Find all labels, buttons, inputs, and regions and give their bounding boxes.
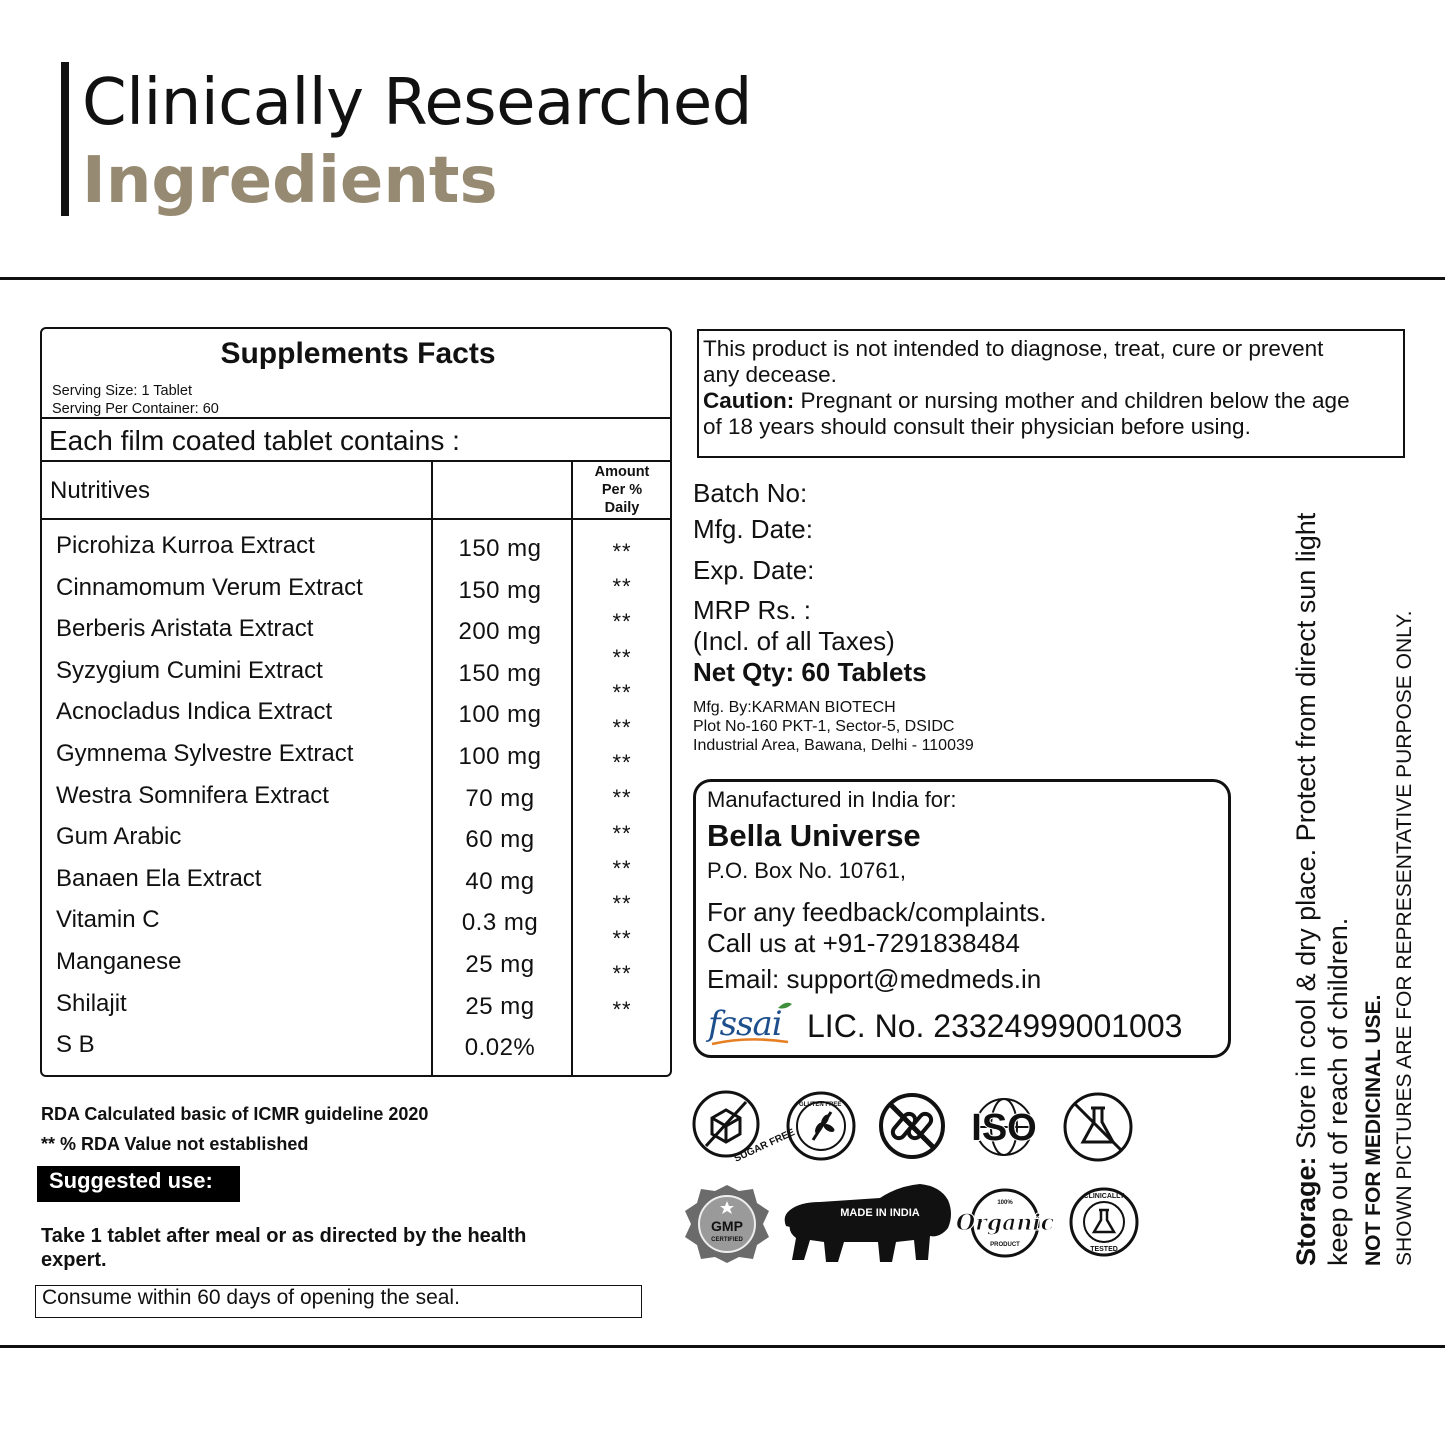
daily-value-marker: ** — [612, 715, 632, 740]
phone-line: Call us at +91-7291838484 — [707, 928, 1020, 958]
rda-calculation-note: RDA Calculated basic of ICMR guideline 2020 — [41, 1104, 429, 1124]
gmp-certified-badge-icon — [681, 1183, 773, 1265]
nutrient-amount: 100 mg — [458, 701, 542, 729]
daily-value-marker: ** — [612, 820, 632, 846]
made-in-india-lion-icon — [780, 1180, 956, 1266]
nutritives-header: Nutritives — [50, 477, 151, 504]
nutrient-name: Gymnema Sylvestre Extract — [56, 740, 354, 767]
company-name: Bella Universe — [707, 818, 921, 853]
top-divider — [0, 277, 1445, 280]
svg-text:SUGAR FREE: SUGAR FREE — [732, 1127, 797, 1165]
nutrient-amount: 40 mg — [465, 867, 535, 895]
svg-text:PRODUCT: PRODUCT — [990, 1242, 1020, 1248]
manufactured-for-label: Manufactured in India for: — [707, 787, 957, 812]
manufactured-by: Mfg. By:KARMAN BIOTECH — [693, 699, 896, 716]
disclaimer-box — [697, 329, 1405, 458]
facts-divider-2 — [42, 460, 672, 462]
nutrient-name: Gum Arabic — [56, 823, 182, 851]
nutrient-amount: 60 mg — [465, 826, 535, 854]
no-additives-badge-icon — [878, 1092, 946, 1160]
iso-badge-icon — [960, 1096, 1048, 1158]
nutrient-amount: 150 mg — [458, 659, 542, 687]
facts-divider-3 — [42, 518, 672, 520]
daily-value-marker: ** — [612, 996, 632, 1022]
nutrient-amount: 150 mg — [458, 535, 542, 562]
nutrient-amount: 0.02% — [464, 1034, 536, 1062]
svg-text:ISO: ISO — [971, 1107, 1037, 1149]
facts-title: Supplements Facts — [220, 337, 496, 370]
nutrient-amount: 25 mg — [465, 992, 535, 1020]
manufacturer-address-1: Plot No-160 PKT-1, Sector-5, DSIDC — [693, 718, 955, 735]
svg-text:GMP: GMP — [711, 1218, 743, 1234]
svg-text:Organic: Organic — [955, 1210, 1055, 1236]
each-tablet-label: Each film coated tablet contains : — [49, 425, 460, 456]
nutrient-amount: 25 mg — [465, 951, 535, 978]
nutrient-name: Shilajit — [56, 989, 127, 1017]
page-title: Clinically Researched — [82, 66, 752, 140]
rda-not-established-note: ** % RDA Value not established — [41, 1134, 309, 1154]
suggested-use-label: Suggested use: — [37, 1166, 240, 1202]
representative-purpose-note: SHOWN PICTURES ARE FOR REPRESENTATIVE PURPOSE ONLY. — [1393, 610, 1416, 1266]
daily-value-marker: ** — [612, 644, 632, 670]
sugar-free-badge-icon — [690, 1088, 797, 1168]
nutrient-amount: 70 mg — [465, 784, 535, 812]
feedback-line: For any feedback/complaints. — [707, 897, 1047, 927]
consume-within-note: Consume within 60 days of opening the seal. — [35, 1285, 642, 1318]
manufacturer-address-2: Industrial Area, Bawana, Delhi - 110039 — [693, 737, 974, 754]
svg-text:CLINICALLY: CLINICALLY — [1083, 1193, 1125, 1200]
svg-text:CERTIFIED: CERTIFIED — [711, 1237, 743, 1243]
caution-line: Caution: Pregnant or nursing mother and children below the age — [703, 388, 1350, 413]
page-subtitle: Ingredients — [82, 144, 498, 218]
daily-value-marker: ** — [612, 855, 632, 881]
nutrient-name: Vitamin C — [56, 906, 160, 934]
amount-daily-header: Amount Per % Daily — [594, 464, 650, 516]
mrp: MRP Rs. : — [693, 595, 811, 625]
daily-value-marker: ** — [612, 750, 632, 776]
batch-number: Batch No: — [693, 478, 808, 508]
daily-value-marker: ** — [612, 961, 632, 987]
disclaimer-line-4: of 18 years should consult their physician before using. — [703, 414, 1251, 439]
daily-value-marker: ** — [612, 679, 632, 705]
gluten-free-badge-icon — [785, 1090, 857, 1162]
svg-text:TESTED: TESTED — [1090, 1246, 1118, 1253]
storage-instructions: Storage: Store in cool & dry place. Protect from direct sun light keep out of reach of children. — [1291, 512, 1353, 1266]
nutrient-name: Acnocladus Indica Extract — [56, 698, 333, 726]
manufacturer-box — [693, 779, 1231, 1058]
daily-value-marker: ** — [612, 609, 632, 635]
daily-value-marker: ** — [612, 539, 632, 564]
nutrient-name: Syzygium Cumini Extract — [56, 656, 323, 684]
nutrient-amount: 100 mg — [458, 743, 542, 770]
svg-text:MADE IN INDIA: MADE IN INDIA — [840, 1207, 920, 1219]
daily-value-marker: ** — [612, 891, 632, 916]
svg-text:GLUTEN FREE: GLUTEN FREE — [799, 1102, 842, 1108]
nutrient-name: Picrohiza Kurroa Extract — [56, 532, 315, 559]
daily-value-marker: ** — [612, 785, 632, 811]
nutrient-amount: 200 mg — [458, 618, 542, 646]
facts-divider-1 — [42, 417, 672, 419]
serving-size: Serving Size: 1 Tablet — [52, 383, 192, 399]
mrp-taxes-note: (Incl. of all Taxes) — [693, 626, 895, 656]
title-accent-bar — [61, 62, 69, 216]
nutrient-name: Banaen Ela Extract — [56, 864, 262, 892]
daily-value-marker: ** — [612, 574, 632, 600]
supplement-facts-panel — [40, 327, 672, 1077]
exp-date: Exp. Date: — [693, 555, 815, 585]
nutrient-amount: 150 mg — [458, 576, 542, 604]
nutrient-name: Westra Somnifera Extract — [56, 781, 329, 809]
svg-text:100%: 100% — [997, 1200, 1013, 1206]
mfg-date: Mfg. Date: — [693, 514, 813, 544]
lab-tested-badge-icon — [1061, 1090, 1135, 1164]
net-quantity: Net Qty: 60 Tablets — [693, 657, 927, 687]
bottom-divider — [0, 1345, 1445, 1348]
daily-value-marker: ** — [612, 926, 632, 952]
disclaimer-line-1: This product is not intended to diagnose, treat, cure or prevent — [703, 336, 1324, 361]
disclaimer-line-2: any decease. — [703, 362, 837, 387]
nutrient-name: S B — [56, 1031, 95, 1059]
clinically-tested-badge-icon — [1068, 1186, 1140, 1258]
serving-per-container: Serving Per Container: 60 — [52, 401, 219, 417]
po-box: P.O. Box No. 10761, — [707, 858, 906, 883]
license-number: LIC. No. 23324999001003 — [807, 1008, 1183, 1044]
fssai-logo-icon: fssai — [708, 1000, 798, 1050]
not-for-medicinal-use: NOT FOR MEDICINAL USE. — [1362, 994, 1385, 1266]
nutrient-name: Berberis Aristata Extract — [56, 615, 314, 643]
nutrient-amount: 0.3 mg — [461, 909, 539, 937]
organic-badge-icon — [955, 1186, 1055, 1260]
usage-instructions: Take 1 tablet after meal or as directed by the health expert. — [41, 1225, 527, 1271]
nutrient-name: Cinnamomum Verum Extract — [56, 573, 363, 601]
email-line: Email: support@medmeds.in — [707, 964, 1042, 994]
nutrient-name: Manganese — [56, 948, 182, 975]
